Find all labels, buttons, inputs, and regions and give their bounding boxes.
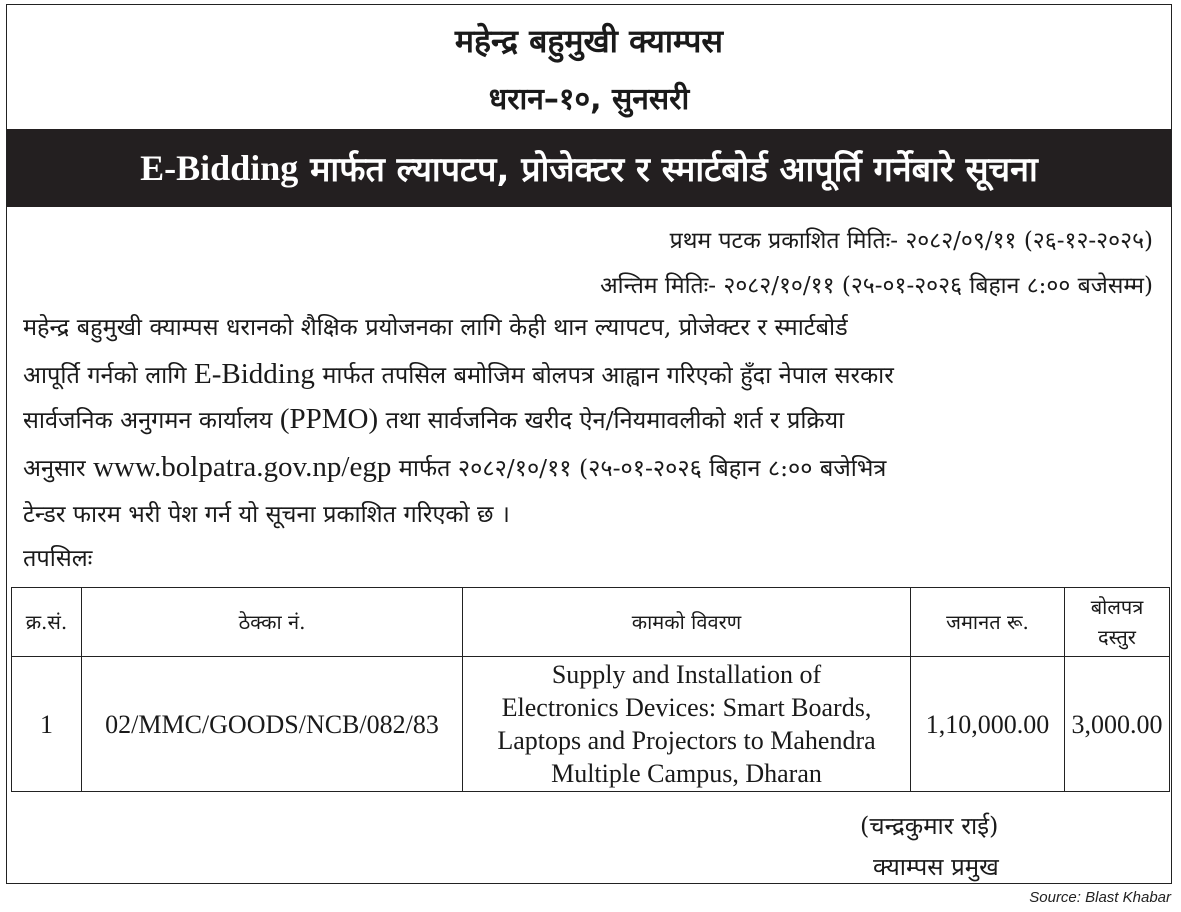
banner-title: मार्फत ल्यापटप, प्रोजेक्टर र स्मार्टबोर्ड आपूर्ति गर्नेबारे सूचना <box>298 150 1038 190</box>
body-line-3 <box>23 403 844 436</box>
tender-notice <box>6 4 1172 884</box>
procurement-url: www.bolpatra.gov.np/egp <box>93 451 392 483</box>
cell-contract-number: 02/MMC/GOODS/NCB/082/83 <box>82 657 463 792</box>
body-line-1: महेन्द्र बहुमुखी क्याम्पस धरानको शैक्षिक प्रयोजनका लागि केही थान ल्यापटप, प्रोजेक्टर र स्मार्टबोर्ड <box>23 313 848 341</box>
cell-description <box>463 657 911 792</box>
body-text: अनुसार <box>23 454 94 482</box>
description-line: Laptops and Projectors to Mahendra <box>497 726 876 755</box>
header-description: कामको विवरण <box>463 588 911 657</box>
body-text: मार्फत तपसिल बमोजिम बोलपत्र आह्वान गरिएको हुँदा नेपाल सरकार <box>314 361 894 389</box>
deadline-date: अन्तिम मितिः- २०८२/१०/११ (२५-०१-२०२६ बिहान ८:०० बजेसम्म) <box>600 273 1153 299</box>
header-deposit: जमानत रू. <box>911 588 1065 657</box>
first-published-date: प्रथम पटक प्रकाशित मितिः- २०८२/०९/११ (२६-१२-२०२५) <box>669 228 1153 254</box>
cell-serial-number: 1 <box>12 657 82 792</box>
tender-table <box>11 587 1170 792</box>
table-row <box>12 657 1170 792</box>
organization-name: महेन्द्र बहुमुखी क्याम्पस <box>454 22 724 60</box>
body-text: आपूर्ति गर्नको लागि <box>23 361 195 389</box>
description-line: Multiple Campus, Dharan <box>551 759 822 788</box>
details-label: तपसिलः <box>23 544 93 572</box>
notice-title-banner <box>7 129 1171 207</box>
signatory-name: (चन्द्रकुमार राई) <box>860 812 999 840</box>
signatory-title: क्याम्पस प्रमुख <box>873 853 999 881</box>
body-line-4 <box>23 451 886 484</box>
body-text: तथा सार्वजनिक खरीद ऐन/नियमावलीको शर्त र प्रक्रिया <box>378 406 845 434</box>
banner-prefix: E-Bidding <box>140 148 299 188</box>
cell-bid-fee: 3,000.00 <box>1065 657 1170 792</box>
description-line: Supply and Installation of <box>551 660 822 689</box>
cell-deposit: 1,10,000.00 <box>911 657 1065 792</box>
header-bid-fee-line2: दस्तुर <box>1098 625 1136 649</box>
description-line: Electronics Devices: Smart Boards, <box>501 693 872 722</box>
body-line-5: टेन्डर फारम भरी पेश गर्न यो सूचना प्रकाशित गरिएको छ । <box>23 500 510 528</box>
organization-address: धरान–१०, सुनसरी <box>488 82 690 117</box>
body-line-2 <box>23 358 894 391</box>
header-bid-fee-line1: बोलपत्र <box>1090 595 1144 619</box>
header-bid-fee <box>1065 588 1170 657</box>
body-text-latin: (PPMO) <box>279 403 379 435</box>
body-text: सार्वजनिक अनुगमन कार्यालय <box>23 406 280 434</box>
table-header-row <box>12 588 1170 657</box>
header-serial-number: क्र.सं. <box>12 588 82 657</box>
body-text: मार्फत २०८२/१०/११ (२५-०१-२०२६ बिहान ८:०० बजेभित्र <box>391 454 887 482</box>
source-credit: Source: Blast Khabar <box>1029 889 1171 906</box>
body-text-latin: E-Bidding <box>194 358 315 390</box>
header-contract-number: ठेक्का नं. <box>82 588 463 657</box>
